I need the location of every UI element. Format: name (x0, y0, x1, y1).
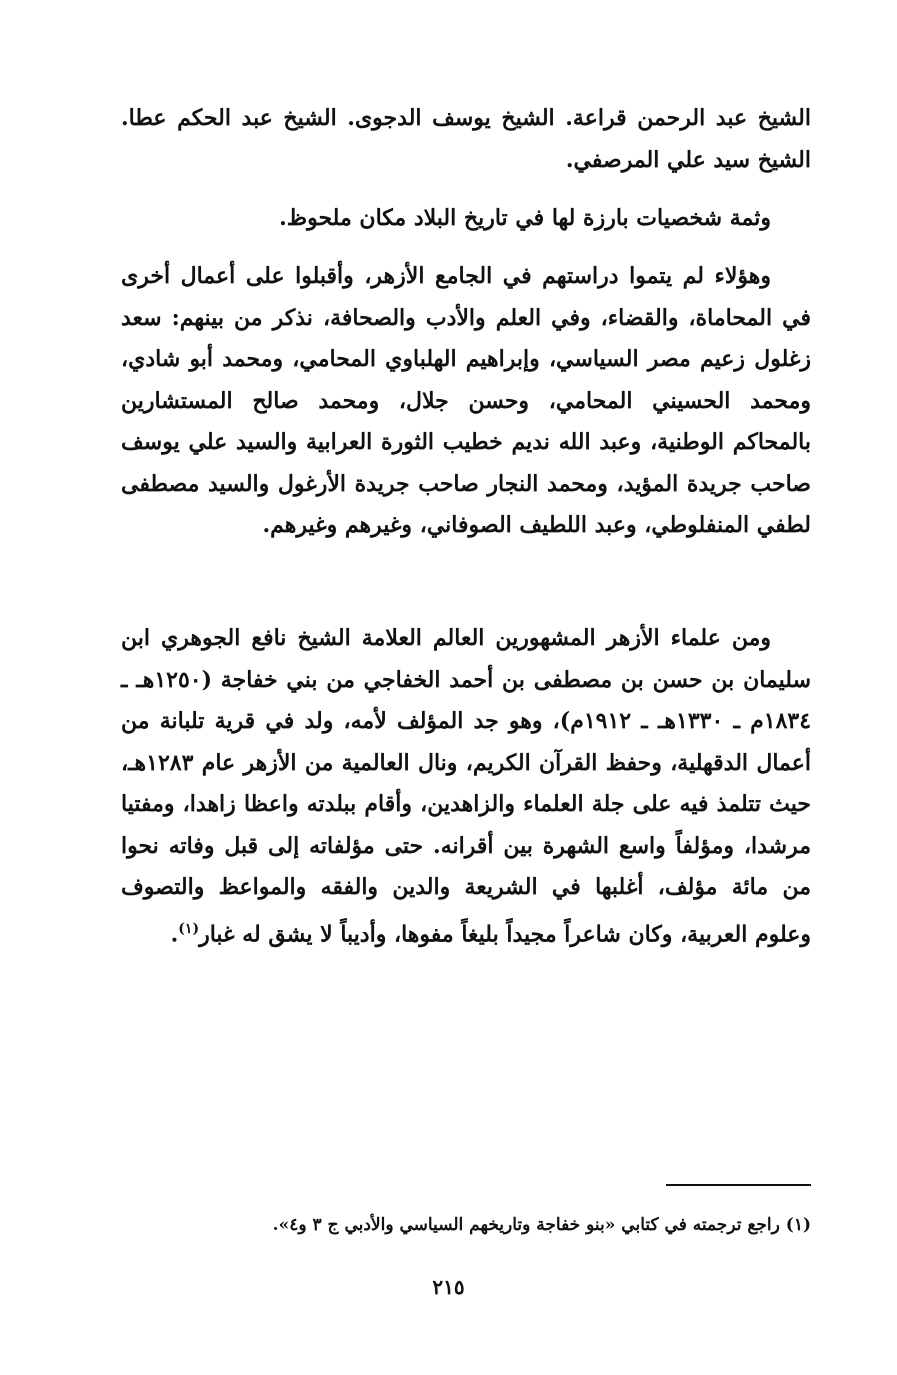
paragraph-4 (121, 618, 811, 955)
paragraph-4-end: . (170, 920, 179, 947)
page-number: ٢١٥ (432, 1275, 465, 1299)
footnote-divider (666, 1184, 811, 1186)
footnote: (١) راجع ترجمته في كتابي «بنو خفاجة وتاريخهم السياسي والأدبي ج ٣ و٤». (272, 1215, 811, 1235)
paragraph-1: الشيخ عبد الرحمن قراعة. الشيخ يوسف الدجوى. الشيخ عبد الحكم عطا. الشيخ سيد علي المرصفي. (121, 105, 811, 173)
paragraph-3: وهؤلاء لم يتموا دراستهم في الجامع الأزهر، وأقبلوا على أعمال أخرى في المحاماة، والقضاء، وفي العلم والأدب والصحافة، نذكر من بينهم: سعد زغلول زعيم مصر السياسي، وإبراهيم الهلباوي المحامي، ومحمد أبو شادي، ومحمد الحسيني المحامي، وحسن جلال، ومحمد صالح المستشارين بالمحاكم الوطنية، وعبد الله نديم خطيب الثورة العرابية والسيد علي يوسف صاحب جريدة المؤيد، ومحمد النجار صاحب جريدة الأرغول والسيد مصطفى لطفي المنفلوطي، وعبد اللطيف الصوفاني، وغيرهم وغيرهم. (121, 263, 811, 538)
paragraph-4-text: ومن علماء الأزهر المشهورين العالم العلامة الشيخ نافع الجوهري ابن سليمان بن حسن بن مصطفى بن أحمد الخفاجي من بني خفاجة (١٢٥٠هـ ـ ١٨٣٤م ـ ١٣٣٠هـ ـ ١٩١٢م)، وهو جد المؤلف لأمه، ولد في قرية تلبانة من أعمال الدقهلية، وحفظ القرآن الكريم، ونال العالمية من الأزهر عام ١٢٨٣هـ، حيث تتلمذ فيه على جلة العلماء والزاهدين، وأقام ببلدته واعظا زاهدا، ومفتيا مرشدا، ومؤلفاً واسع الشهرة بين أقرانه. حتى مؤلفاته إلى قبل وفاته نحوا من مائة مؤلف، أغلبها في الشريعة والدين والفقه والمواعظ والتصوف وعلوم العربية، وكان شاعراً مجيداً بليغاً مفوها، وأديباً لا يشق له غبار (121, 625, 812, 947)
footnote-marker: (١) (178, 920, 200, 937)
paragraph-2: وثمة شخصيات بارزة لها في تاريخ البلاد مكان ملحوظ. (279, 205, 771, 231)
